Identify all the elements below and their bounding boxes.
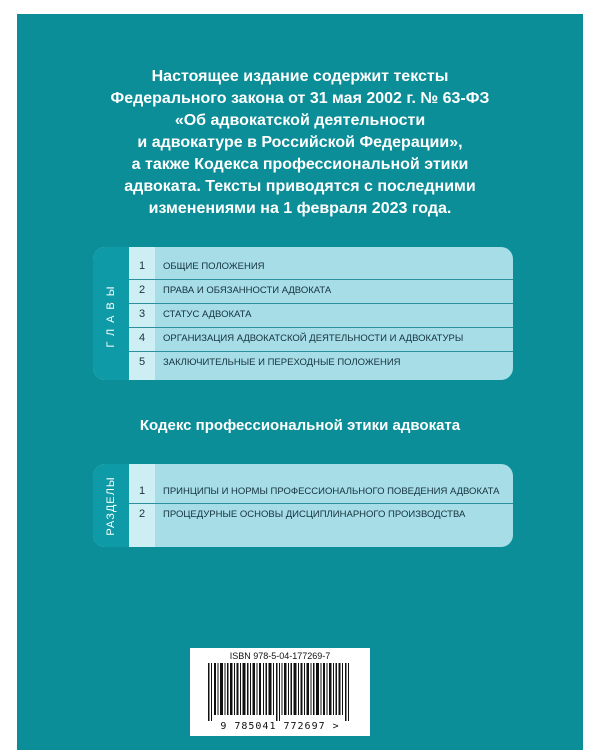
chapter-number: 2 <box>138 284 146 296</box>
intro-line: Настоящее издание содержит тексты <box>151 68 449 85</box>
section-row <box>129 481 513 504</box>
intro-text <box>37 66 563 220</box>
section-row <box>129 504 513 526</box>
chapters-label: ГЛАВЫ <box>105 280 117 347</box>
intro-law-title: «Об адвокатской деятельности <box>174 112 426 129</box>
chapter-title: ОБЩИЕ ПОЛОЖЕНИЯ <box>163 261 265 272</box>
intro-line: Федерального закона от 31 мая 2002 г. № 63-ФЗ <box>110 90 490 107</box>
chapters-list <box>129 256 513 375</box>
chapter-row <box>129 352 513 375</box>
chapter-number: 3 <box>138 308 146 320</box>
chapters-panel <box>93 247 513 380</box>
sections-list <box>129 481 513 526</box>
chapters-side-bar <box>93 247 129 380</box>
section-title: ПРОЦЕДУРНЫЕ ОСНОВЫ ДИСЦИПЛИНАРНОГО ПРОИЗВОДСТВА <box>163 509 466 520</box>
section-title: ПРИНЦИПЫ И НОРМЫ ПРОФЕССИОНАЛЬНОГО ПОВЕДЕНИЯ АДВОКАТА <box>163 486 500 497</box>
chapter-number: 4 <box>138 332 146 344</box>
barcode-icon <box>206 663 354 721</box>
chapter-title: ЗАКЛЮЧИТЕЛЬНЫЕ И ПЕРЕХОДНЫЕ ПОЛОЖЕНИЯ <box>163 357 401 368</box>
chapter-number: 1 <box>138 260 146 272</box>
chapter-row <box>129 256 513 280</box>
isbn-text: ISBN 978-5-04-177269-7 <box>229 651 331 661</box>
section-number: 2 <box>138 508 146 520</box>
sections-label: РАЗДЕЛЫ <box>105 475 117 536</box>
sections-side-bar <box>93 464 129 547</box>
intro-line: адвоката. Тексты приводятся с последними <box>124 178 476 195</box>
chapter-row <box>129 328 513 352</box>
intro-line: изменениями на 1 февраля 2023 года. <box>148 200 452 217</box>
chapter-title: СТАТУС АДВОКАТА <box>163 309 252 320</box>
chapter-number: 5 <box>138 356 146 368</box>
intro-line: а также Кодекса профессиональной этики <box>131 156 469 173</box>
book-back-cover <box>17 14 583 750</box>
chapter-row <box>129 304 513 328</box>
intro-law-title: и адвокатуре в Российской Федерации», <box>137 134 463 151</box>
chapter-title: ОРГАНИЗАЦИЯ АДВОКАТСКОЙ ДЕЯТЕЛЬНОСТИ И АДВОКАТУРЫ <box>163 333 464 344</box>
sections-panel <box>93 464 513 547</box>
barcode-label <box>190 648 370 736</box>
section-number: 1 <box>138 485 146 497</box>
barcode-digits: 9 785041 772697 > <box>220 721 340 732</box>
chapter-title: ПРАВА И ОБЯЗАННОСТИ АДВОКАТА <box>163 285 332 296</box>
code-heading: Кодекс профессиональной этики адвоката <box>139 417 461 434</box>
chapter-row <box>129 280 513 304</box>
